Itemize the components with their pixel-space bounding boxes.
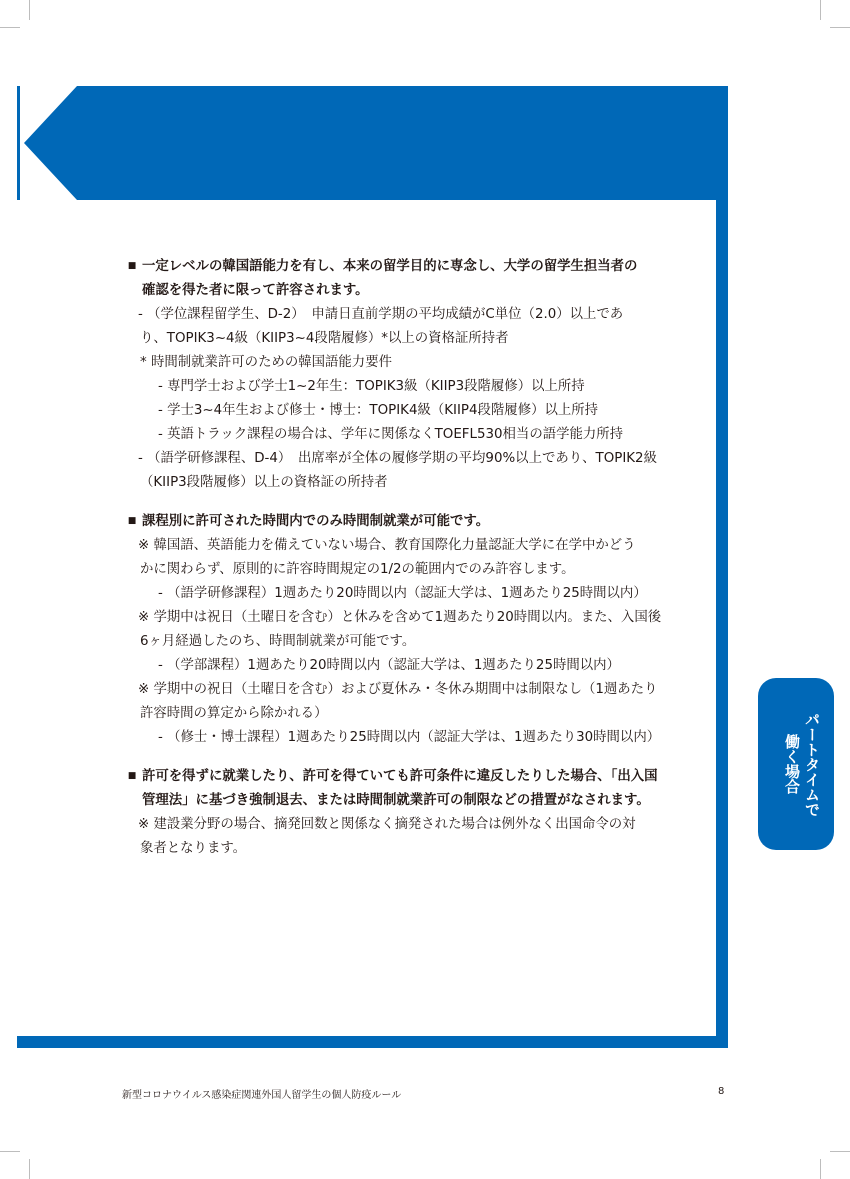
section-heading: [122, 254, 682, 303]
section-heading-text: 課程別に許可された時間内でのみ時間制就業が可能です。: [142, 514, 490, 529]
frame-right-border: [716, 200, 728, 1048]
section-heading-text: 管理法」に基づき強制退去、または時間制就業許可の制限などの措置がなされます。: [142, 793, 650, 808]
content-section: [122, 509, 682, 750]
body-line: - 学士3~4年生および修士・博士：TOPIK4級（KIIP4段階履修）以上所持: [158, 403, 599, 418]
section-heading-text: 許可を得ずに就業したり、許可を得ていても許可条件に違反したりした場合、「出入国: [142, 769, 658, 784]
side-tab-label: [770, 692, 822, 836]
content-section: [122, 254, 682, 495]
body-line: かに関わらず、原則的に許容時間規定の1/2の範囲内でのみ許容します。: [140, 562, 575, 577]
section-heading: [122, 764, 682, 813]
section-heading-text: 一定レベルの韓国語能力を有し、本来の留学目的に専念し、大学の留学生担当者の: [142, 259, 638, 274]
section-heading-text: 確認を得た者に限って許容されます。: [142, 283, 369, 298]
crop-mark: [29, 1159, 30, 1179]
body-line: - （語学研修課程）1週あたり20時間以内（認証大学は、1週あたり25時間以内）: [158, 586, 647, 601]
body-line: 象者となります。: [140, 841, 247, 856]
header-bar: [17, 86, 728, 200]
body-line: * 時間制就業許可のための韓国語能力要件: [140, 355, 392, 370]
body-line: （KIIP3段階履修）以上の資格証の所持者: [140, 475, 388, 490]
page-number: 8: [718, 1086, 725, 1097]
body-line: - 専門学士および学士1~2年生：TOPIK3級（KIIP3段階履修）以上所持: [158, 379, 585, 394]
body-line: - 英語トラック課程の場合は、学年に関係なくTOEFL530相当の語学能力所持: [158, 427, 624, 442]
crop-mark: [830, 1151, 850, 1152]
crop-mark: [830, 27, 850, 28]
crop-mark: [820, 1159, 821, 1179]
bullet-square-icon: ■: [127, 516, 137, 526]
side-tab-line2: 働く場合: [783, 734, 801, 794]
content-section: [122, 764, 682, 861]
footer-title: 新型コロナウイルス感染症関連外国人留学生の個人防疫ルール: [122, 1090, 402, 1101]
bullet-square-icon: ■: [127, 261, 137, 271]
frame-bottom-border: [17, 1036, 728, 1048]
body-line: ※ 学期中の祝日（土曜日を含む）および夏休み・冬休み期間中は制限なし（1週あたり: [138, 682, 658, 697]
body-line: り、TOPIK3~4級（KIIP3~4段階履修）*以上の資格証所持者: [140, 331, 509, 346]
crop-mark: [0, 27, 20, 28]
bullet-square-icon: ■: [127, 771, 137, 781]
crop-mark: [0, 1151, 20, 1152]
side-tab-line1: パートタイムで: [803, 711, 821, 817]
body-line: ※ 学期中は祝日（土曜日を含む）と休みを含めて1週あたり20時間以内。また、入国後: [138, 610, 662, 625]
body-line: - （語学研修課程、D-4） 出席率が全体の履修学期の平均90%以上であり、TOPIK2級: [138, 451, 657, 466]
header-chevron: [17, 86, 77, 200]
body-line: - （修士・博士課程）1週あたり25時間以内（認証大学は、1週あたり30時間以内）: [158, 730, 661, 745]
crop-mark: [820, 0, 821, 20]
body-line: ※ 建設業分野の場合、摘発回数と関係なく摘発された場合は例外なく出国命令の対: [138, 817, 636, 832]
crop-mark: [29, 0, 30, 20]
body-line: 許容時間の算定から除かれる）: [140, 706, 328, 721]
main-content: [122, 254, 682, 875]
body-line: ※ 韓国語、英語能力を備えていない場合、教育国際化力量認証大学に在学中かどう: [138, 538, 636, 553]
body-line: 6ヶ月経過したのち、時間制就業が可能です。: [140, 634, 416, 649]
body-line: - （学部課程）1週あたり20時間以内（認証大学は、1週あたり25時間以内）: [158, 658, 620, 673]
section-heading: [122, 509, 682, 534]
body-line: - （学位課程留学生、D-2） 申請日直前学期の平均成績がC単位（2.0）以上であ: [138, 307, 624, 322]
